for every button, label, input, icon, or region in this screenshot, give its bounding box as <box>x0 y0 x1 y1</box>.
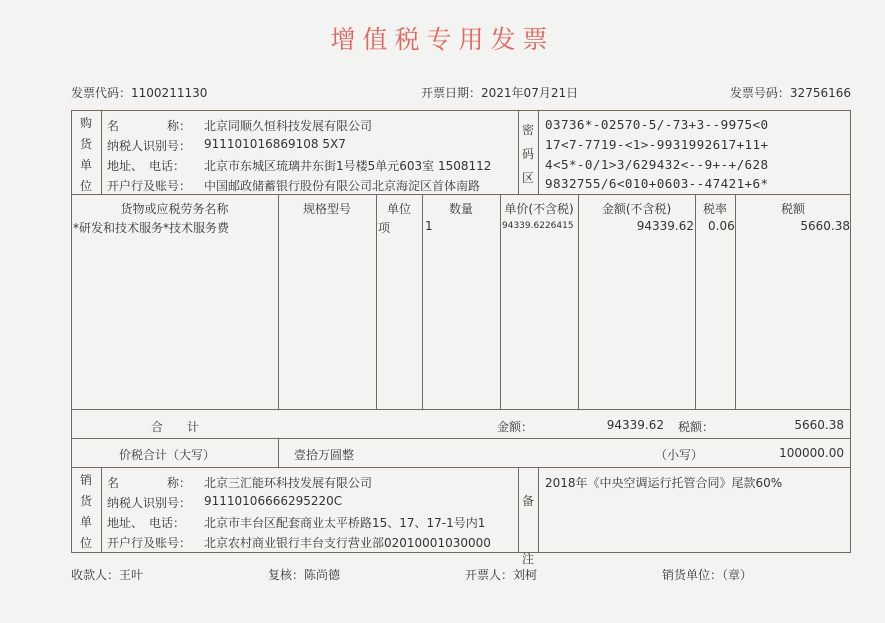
totals-amount-label: 金额： <box>497 420 534 434</box>
grand-total-label: 价税合计（大写） <box>119 448 216 462</box>
buyer-name: 北京同顺久恒科技发展有限公司 <box>204 119 373 133</box>
buyer-tax-id: 911101016869108 5X7 <box>204 137 346 151</box>
seller-side-label: 销 货 单 位 <box>79 473 92 550</box>
col-header-name: 货物或应税劳务名称 <box>120 202 229 216</box>
cipher-line: 03736*-02570-5/-73+3--9975<0 <box>545 117 769 132</box>
totals-tax-label: 税额： <box>678 420 715 434</box>
col-header-spec: 规格型号 <box>302 202 351 216</box>
item-qty: 1 <box>425 219 433 233</box>
item-unit: 项 <box>378 221 391 235</box>
invoice-number: 发票号码：32756166 <box>729 86 851 100</box>
item-tax: 5660.38 <box>800 219 850 233</box>
item-price: 94339.6226415 <box>502 221 574 231</box>
seller-stamp: 销货单位：（章） <box>662 568 753 582</box>
remarks-text: 2018年《中央空调运行托管合同》尾款60% <box>545 476 783 490</box>
seller-address-label: 地址、 电话： <box>107 516 186 530</box>
seller-bank-label: 开户行及账号： <box>107 536 192 550</box>
buyer-name-label: 名 称： <box>107 119 192 133</box>
buyer-bank-label: 开户行及账号： <box>107 179 192 193</box>
buyer-address-label: 地址、 电话： <box>107 159 186 173</box>
seller-tax-id-label: 纳税人识别号： <box>107 496 192 510</box>
seller-name: 北京三汇能环科技发展有限公司 <box>204 476 373 490</box>
col-header-amount: 金额(不含税) <box>601 202 672 216</box>
cipher-line: 17<7-7719-<1>-9931992617+11+ <box>545 137 769 152</box>
col-header-tax: 税额 <box>780 202 805 216</box>
grand-total-small: 100000.00 <box>779 446 844 460</box>
buyer-side-label: 购 货 单 位 <box>79 116 92 193</box>
col-header-qty: 数量 <box>448 202 473 216</box>
totals-label: 合 计 <box>151 420 200 434</box>
grand-total-small-label: （小写） <box>655 448 704 462</box>
cipher-line: 9832755/6<010+0603--47421+6* <box>545 176 769 191</box>
col-header-price: 单价(不含税) <box>504 202 574 216</box>
item-rate: 0.06 <box>708 219 735 233</box>
seller-bank: 北京农村商业银行丰台支行营业部02010001030000 <box>204 536 491 550</box>
buyer-address: 北京市东城区琉璃井东街1号楼5单元603室 1508112 <box>204 159 492 173</box>
invoice-title: 增值税专用发票 <box>330 25 555 54</box>
invoice-code: 发票代码：1100211130 <box>71 86 208 100</box>
remarks-side-label: 备 注 <box>521 494 534 566</box>
buyer-tax-id-label: 纳税人识别号： <box>107 139 192 153</box>
col-header-rate: 税率 <box>702 202 727 216</box>
item-amount: 94339.62 <box>636 219 694 233</box>
totals-amount: 94339.62 <box>606 418 664 432</box>
seller-address: 北京市丰台区配套商业太平桥路15、17、17-1号内1 <box>204 516 486 530</box>
cipher-side-label: 密 码 区 <box>521 123 534 185</box>
grand-total-words: 壹拾万圆整 <box>294 448 355 462</box>
item-name: *研发和技术服务*技术服务费 <box>73 221 230 235</box>
col-header-unit: 单位 <box>386 202 411 216</box>
buyer-bank: 中国邮政储蓄银行股份有限公司北京海淀区首体南路 <box>204 179 481 193</box>
totals-tax: 5660.38 <box>794 418 844 432</box>
seller-tax-id: 91110106666295220C <box>204 494 343 508</box>
cipher-line: 4<5*-0/1>3/629432<--9+-+/628 <box>545 157 769 172</box>
seller-name-label: 名 称： <box>107 476 192 490</box>
reviewer: 复核：陈尚德 <box>268 568 341 582</box>
drawer: 开票人：刘柯 <box>465 568 538 582</box>
payee: 收款人：王叶 <box>71 568 144 582</box>
invoice-date: 开票日期：2021年07月21日 <box>421 86 579 100</box>
